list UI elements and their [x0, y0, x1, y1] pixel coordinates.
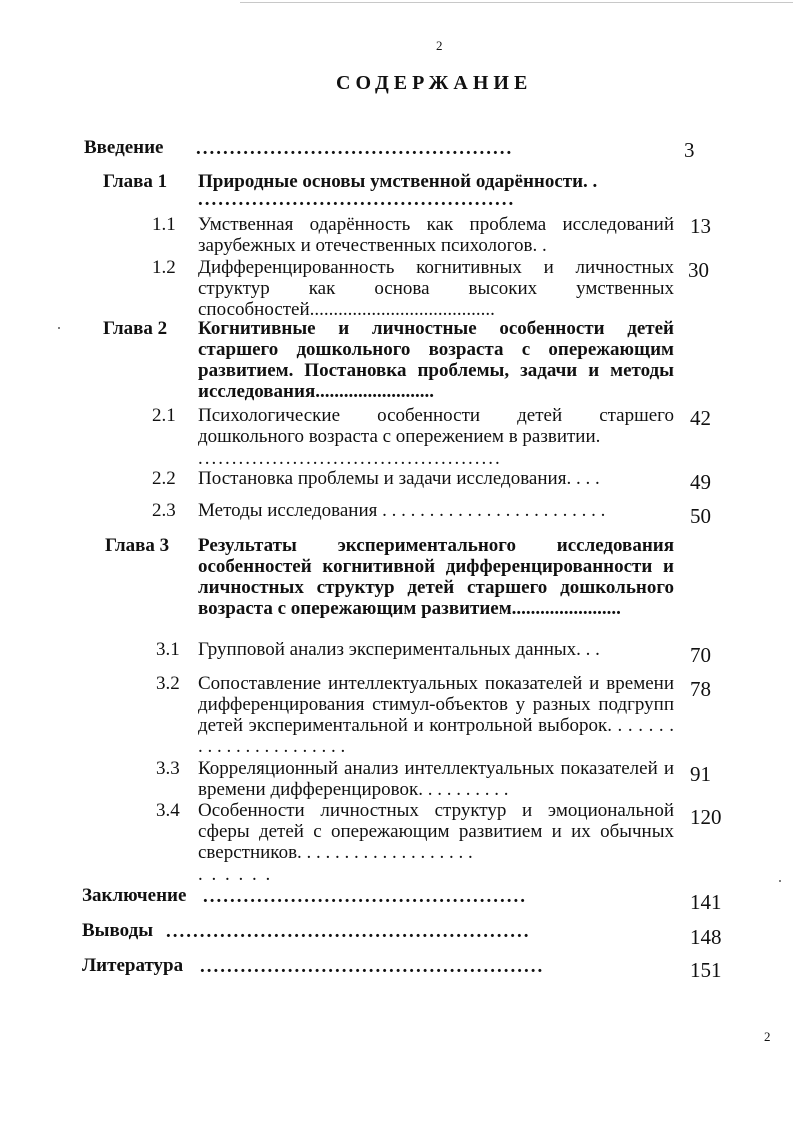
toc-chapter-label: Глава 1 — [103, 171, 168, 192]
toc-section-number: 3.3 — [156, 758, 180, 779]
toc-page-2-2: 49 — [690, 470, 711, 494]
toc-leader-dots: ............................................... — [198, 189, 516, 210]
toc-section-number: 1.1 — [152, 214, 176, 235]
scan-edge-line — [240, 2, 793, 3]
toc-page-3-3: 91 — [690, 762, 711, 786]
toc-page-intro: 3 — [684, 138, 695, 162]
toc-section-number: 3.1 — [156, 639, 180, 660]
toc-page-literature: 151 — [690, 958, 722, 982]
scan-speck — [779, 880, 781, 882]
toc-section-number: 2.1 — [152, 405, 176, 426]
page-title: СОДЕРЖАНИЕ — [336, 72, 533, 94]
toc-page-2-1: 42 — [690, 406, 711, 430]
toc-chapter-label: Глава 3 — [105, 535, 170, 556]
toc-leader-dots: ................................................ — [203, 886, 527, 907]
toc-section-number: 2.2 — [152, 468, 176, 489]
toc-section-title: Постановка проблемы и задачи исследования. . . . — [198, 468, 600, 489]
toc-section-number: 3.2 — [156, 673, 180, 694]
toc-leader-dots: ................................................... — [200, 956, 545, 977]
toc-label-intro: Введение — [84, 137, 164, 158]
toc-chapter-title: Результаты экспериментального исследования особенностей когнитивной дифференцированности и личностных структур детей старшего дошкольного возраста с опережающим развитием....................... — [198, 535, 674, 619]
toc-chapter-title: Когнитивные и личностные особенности детей старшего дошкольного возраста с опережающим развитием. Постановка проблемы, задачи и методы исследования......................... — [198, 318, 674, 402]
toc-page-1-2: 30 — [688, 258, 709, 282]
toc-section-number: 3.4 — [156, 800, 180, 821]
toc-leader-dots: ............................................. — [198, 448, 502, 469]
toc-page-3-1: 70 — [690, 643, 711, 667]
toc-section-title: Корреляционный анализ интеллектуальных показателей и времени дифференцировок. . . . . . . . . . — [198, 758, 674, 800]
toc-page-2-3: 50 — [690, 504, 711, 528]
toc-page-3-2: 78 — [690, 677, 711, 701]
toc-chapter-label: Глава 2 — [103, 318, 168, 339]
toc-section-title: Психологические особенности детей старшего дошкольного возраста с опережением в развитии. — [198, 405, 674, 447]
toc-chapter-title: Природные основы умственной одарённости. . — [198, 171, 598, 192]
toc-section-number: 1.2 — [152, 257, 176, 278]
toc-label-literature: Литература — [82, 955, 184, 976]
toc-page-3-4: 120 — [690, 805, 722, 829]
toc-label-conclusion: Заключение — [82, 885, 187, 906]
toc-section-title: Групповой анализ экспериментальных данных. . . — [198, 639, 600, 660]
toc-page-1-1: 13 — [690, 214, 711, 238]
toc-leader-dots: ...................................................... — [166, 921, 531, 942]
toc-section-title: Особенности личностных структур и эмоциональной сферы детей с опережающим развитием и их обычных сверстников. . . . . . . . . . . . . . . . . . . — [198, 800, 674, 863]
toc-section-title: Умственная одарённость как проблема исследований зарубежных и отечественных психологов. . — [198, 214, 674, 256]
toc-page-conclusion: 141 — [690, 890, 722, 914]
page-number-top: 2 — [436, 38, 443, 53]
toc-leader-dots: ............................................... — [196, 138, 514, 159]
toc-section-number: 2.3 — [152, 500, 176, 521]
toc-leader-dots: . . . . . . — [198, 864, 273, 885]
toc-section-title: Дифференцированность когнитивных и личностных структур как основа высоких умственных способностей....................................... — [198, 257, 674, 320]
toc-section-title: Методы исследования . . . . . . . . . . . . . . . . . . . . . . . . — [198, 500, 606, 521]
toc-section-title: Сопоставление интеллектуальных показателей и времени дифференцирования стимул-объектов у разных подгрупп детей экспериментальной и контрольной выборок. . . . . . . . . . . . . . . . . . . . . . . — [198, 673, 674, 757]
toc-label-findings: Выводы — [82, 920, 154, 941]
toc-page-findings: 148 — [690, 925, 722, 949]
scan-speck — [58, 327, 60, 329]
page-number-bottom: 2 — [764, 1029, 771, 1044]
